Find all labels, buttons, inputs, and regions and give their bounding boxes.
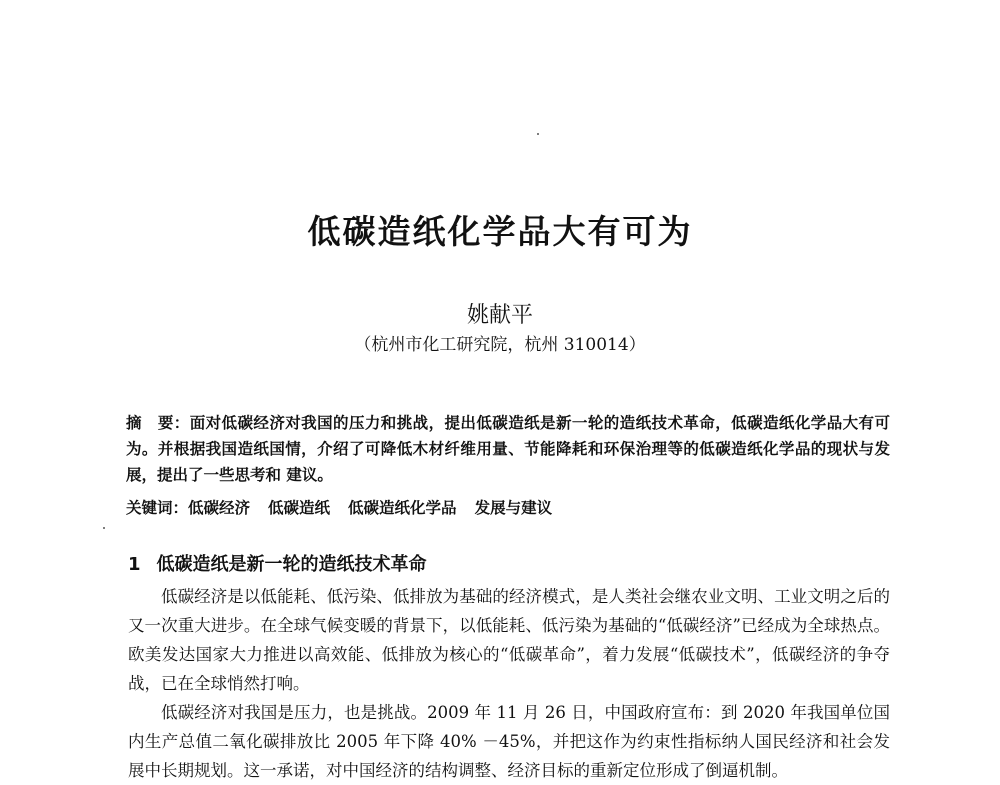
paragraph: 低碳经济是以低能耗、低污染、低排放为基础的经济模式，是人类社会继农业文明、工业文明之后的又一次重大进步。在全球气候变暖的背景下，以低能耗、低污染为基础的“低碳经济”已经成为全球热点。欧美发达国家大力推进以高效能、低排放为核心的“低碳革命”，着力发展“低碳技术”，低碳经济的争夺战，已在全球悄然打响。 (128, 587, 890, 693)
keyword: 低碳经济 (188, 498, 251, 517)
abstract-label: 摘 要： (126, 413, 190, 432)
speck-left (103, 527, 105, 529)
speck-top (537, 133, 539, 135)
paper-title: 低碳造纸化学品大有可为 (307, 212, 693, 251)
section-title: 低碳造纸是新一轮的造纸技术革命 (156, 554, 427, 575)
body-text (128, 582, 890, 785)
author-name: 姚献平 (466, 303, 533, 328)
section-number: 1 (128, 554, 141, 575)
keywords-label: 关键词： (126, 498, 189, 517)
author-affiliation: （杭州市化工研究院，杭州 310014） (354, 335, 646, 355)
keywords (126, 496, 890, 518)
abstract-text: 面对低碳经济对我国的压力和挑战，提出低碳造纸是新一轮的造纸技术革命，低碳造纸化学品大有可为。并根据我国造纸国情，介绍了可降低木材纤维用量、节能降耗和环保治理等的低碳造纸化学品的现状与发展，提出了一些思考和 建议。 (126, 413, 890, 484)
keyword: 发展与建议 (474, 498, 553, 517)
section-heading (128, 550, 427, 576)
abstract (126, 410, 890, 488)
paragraph: 低碳经济对我国是压力，也是挑战。2009 年 11 月 26 日，中国政府宣布：到 2020 年我国单位国内生产总值二氧化碳排放比 2005 年下降 40% －45%，并把这作为约束性指标纳人国民经济和社会发展中长期规划。这一承诺，对中国经济的结构调整、经济目标的重新定位形成了倒逼机制。 (128, 703, 890, 780)
keyword: 低碳造纸化学品 (348, 498, 457, 517)
keyword: 低碳造纸 (268, 498, 331, 517)
